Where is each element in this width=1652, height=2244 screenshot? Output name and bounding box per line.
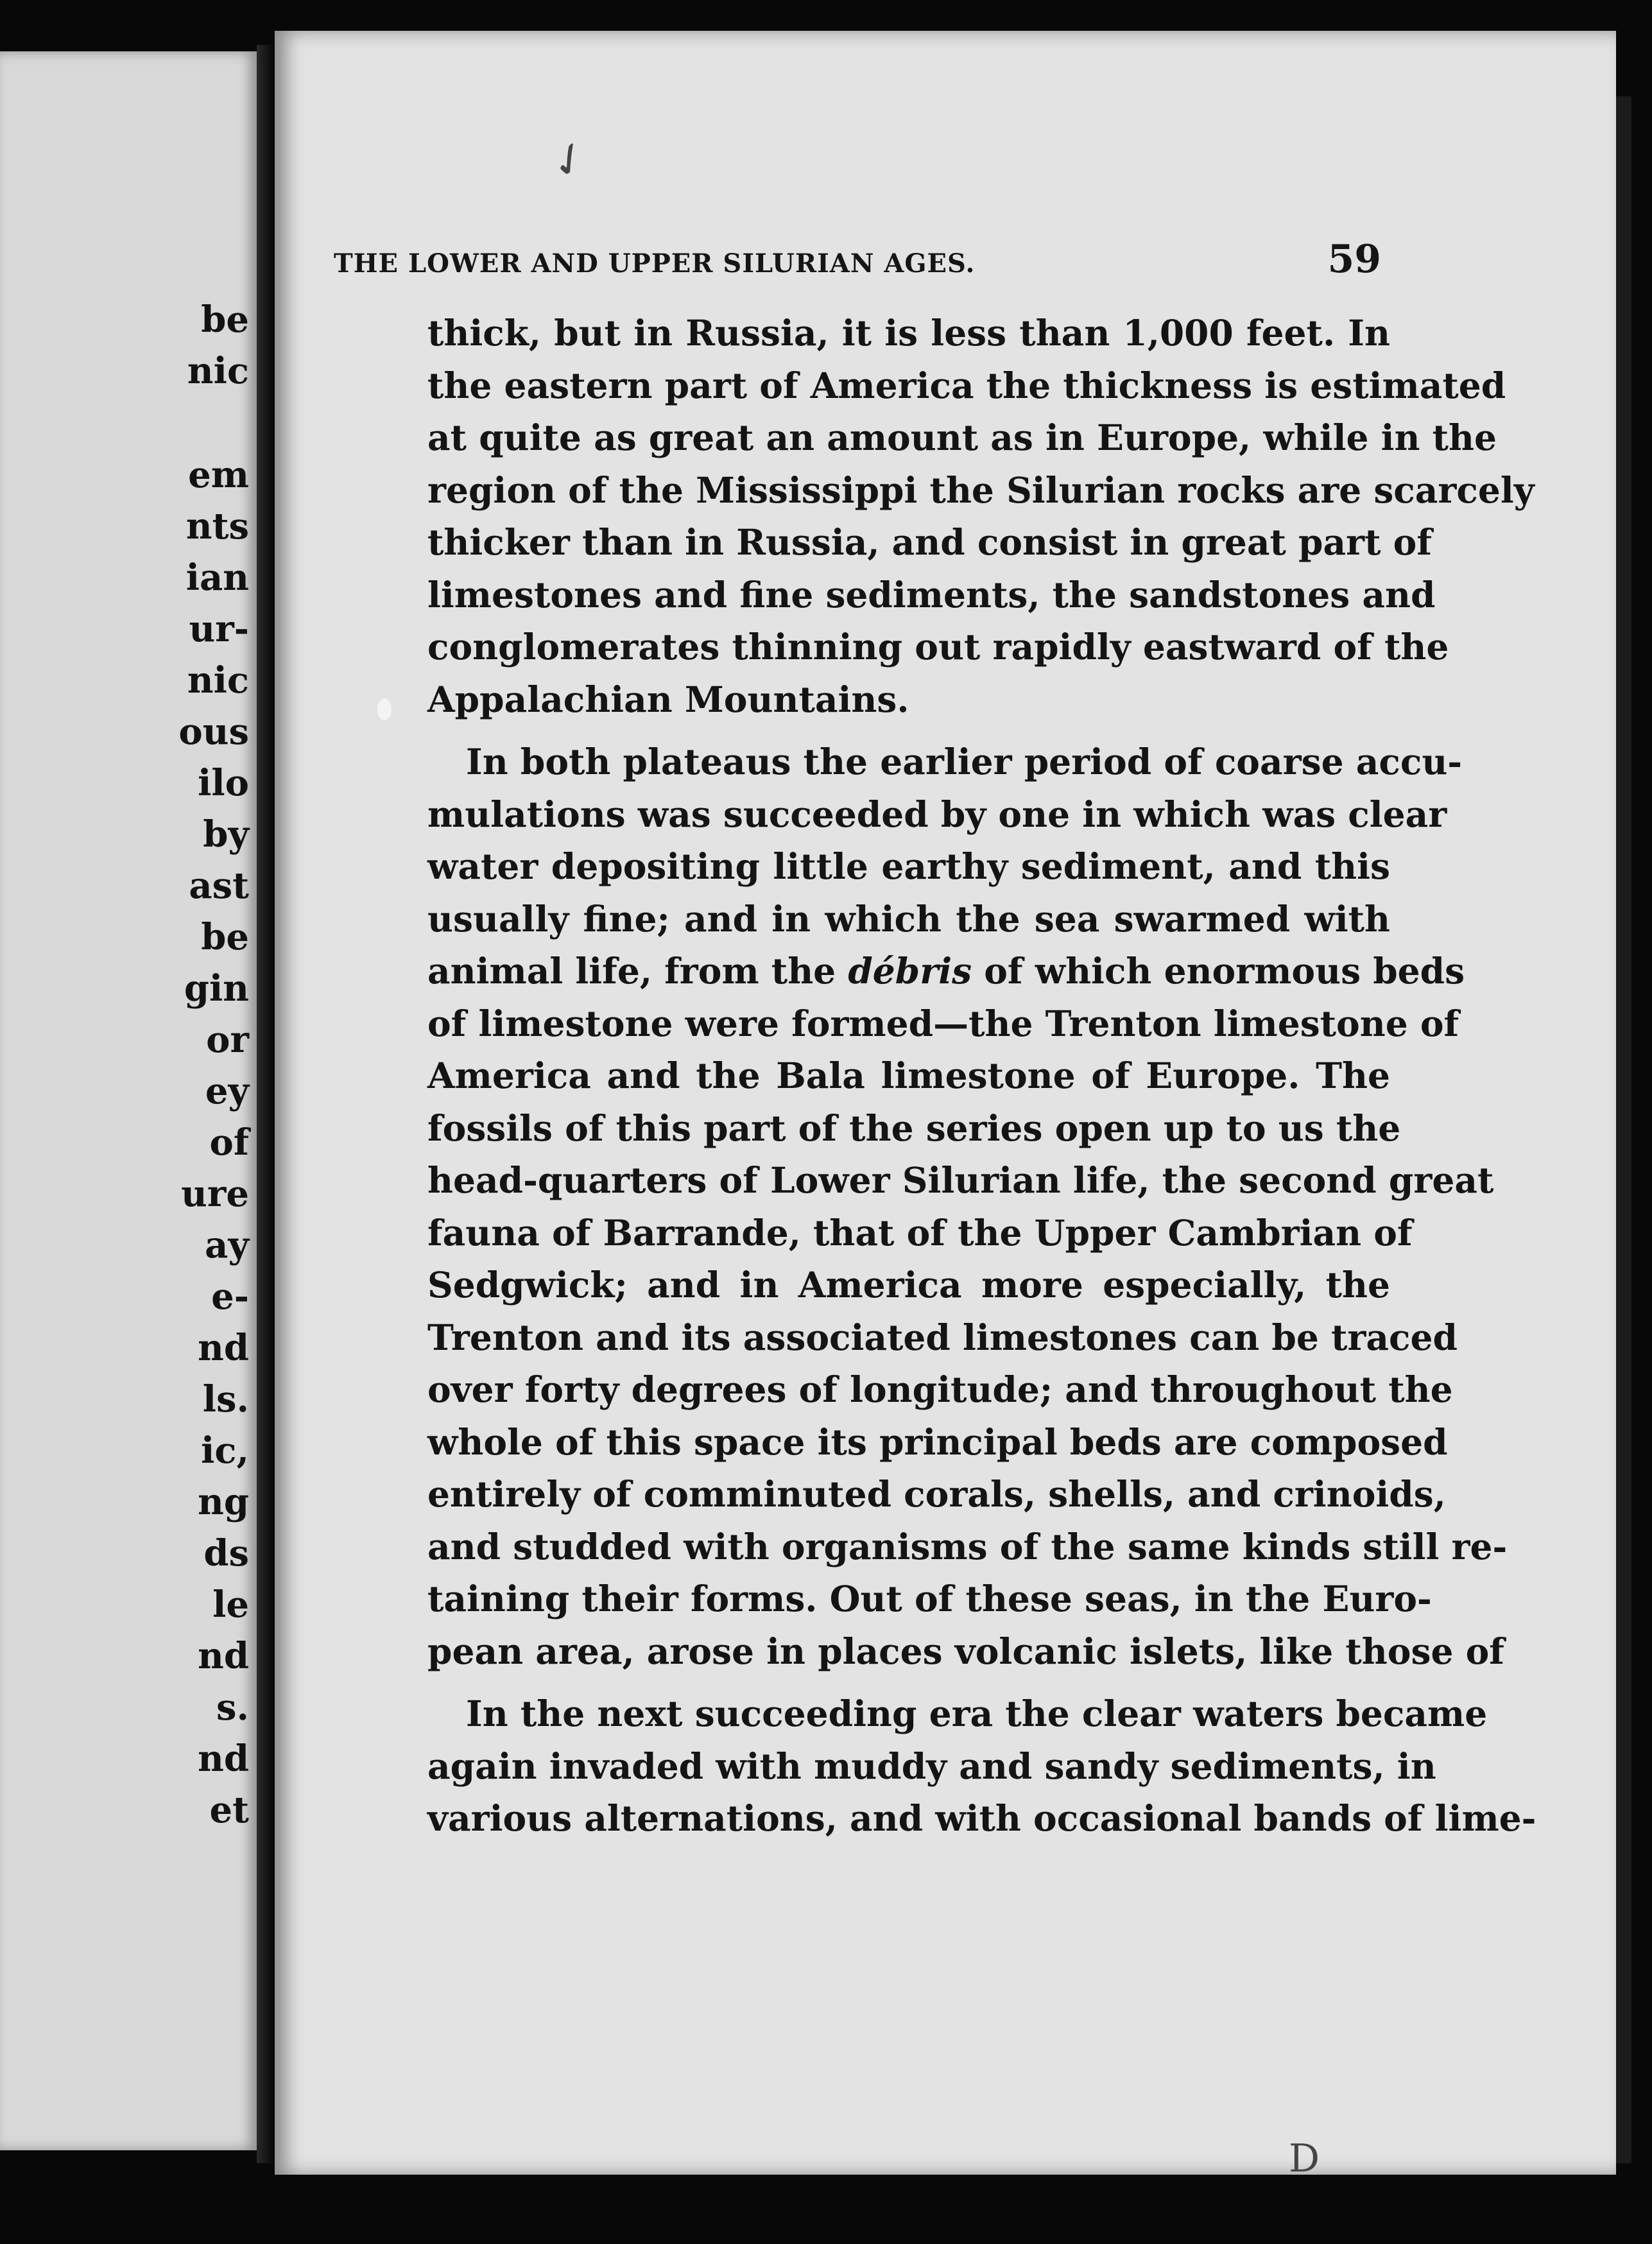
scan-mark: ✓: [540, 127, 599, 193]
left-fragment: e-: [211, 1275, 249, 1318]
left-fragment: nd: [198, 1635, 249, 1677]
text-line: America and the Bala limestone of Europe. The: [427, 1055, 1390, 1096]
running-head: [334, 219, 1381, 296]
text-line: limestones and fine sediments, the sandstones and: [427, 573, 1436, 616]
text-line-with-italic: [427, 945, 1465, 997]
book-gutter: [257, 45, 275, 2163]
text-line: In both plateaus the earlier period of coarse accu-: [466, 741, 1463, 782]
left-fragment: ey: [205, 1070, 249, 1112]
text-line: the eastern part of America the thickness is estimated: [427, 364, 1506, 406]
left-fragment: le: [212, 1584, 249, 1626]
text-line: thicker than in Russia, and consist in great part of: [427, 521, 1433, 563]
text-line: fauna of Barrande, that of the Upper Cambrian of: [427, 1211, 1413, 1254]
text-line: at quite as great an amount as in Europe, while in the: [427, 417, 1497, 458]
left-fragment: ast: [189, 865, 249, 907]
text-line: Trenton and its associated limestones can be traced: [427, 1316, 1458, 1358]
left-fragment: nd: [198, 1327, 249, 1369]
text-line: and studded with organisms of the same kinds still re-: [427, 1525, 1508, 1567]
left-fragment: ure: [181, 1173, 249, 1215]
page-number: 59: [1327, 237, 1381, 282]
left-fragment: s.: [216, 1686, 249, 1729]
text-line: various alternations, and with occasional bands of lime-: [427, 1797, 1536, 1839]
body-text: [427, 307, 1536, 1845]
left-fragment: by: [203, 813, 249, 856]
text-line: fossils of this part of the series open up to us the: [427, 1107, 1401, 1149]
text-line: taining their forms. Out of these seas, in the Euro-: [427, 1578, 1432, 1619]
text-line: over forty degrees of longitude; and throughout the: [427, 1368, 1453, 1410]
text-line: entirely of comminuted corals, shells, and crinoids,: [427, 1473, 1446, 1515]
text-line: Sedgwick; and in America more especially, the: [427, 1264, 1390, 1306]
left-fragment: be: [201, 916, 249, 958]
left-fragment: ian: [185, 557, 249, 599]
running-head-title: THE LOWER AND UPPER SILURIAN AGES.: [334, 248, 976, 279]
text-line: conglomerates thinning out rapidly eastward of the: [427, 626, 1449, 668]
scan-mark: D: [1289, 2136, 1320, 2175]
left-fragment: nts: [185, 505, 249, 548]
left-fragment: nic: [187, 659, 249, 702]
left-fragment: ur-: [189, 608, 249, 650]
left-fragment: ilo: [198, 762, 249, 804]
text-line: whole of this space its principal beds are composed: [427, 1420, 1448, 1463]
left-fragment: ay: [205, 1224, 249, 1266]
left-fragment: of: [209, 1121, 249, 1164]
left-fragment: ds: [203, 1532, 249, 1575]
left-fragment: ous: [178, 711, 249, 753]
left-fragment: nic: [187, 350, 249, 392]
left-fragment: ls.: [202, 1378, 249, 1420]
text-line: again invaded with muddy and sandy sediments, in: [427, 1745, 1436, 1787]
text-line: of limestone were formed—the Trenton limestone of: [427, 1002, 1459, 1044]
left-page-fragment: [0, 51, 257, 2150]
left-fragment: nd: [198, 1738, 249, 1780]
left-fragment: or: [206, 1019, 249, 1061]
text-line: usually fine; and in which the sea swarmed with: [427, 897, 1390, 940]
left-fragment: be: [201, 298, 249, 341]
italic-word: débris: [848, 950, 972, 992]
text-line: pean area, arose in places volcanic islets, like those of: [427, 1630, 1504, 1672]
text-line: water depositing little earthy sediment, and this: [427, 845, 1390, 887]
text-line: mulations was succeeded by one in which was clear: [427, 793, 1447, 835]
text-line: thick, but in Russia, it is less than 1,000 feet. In: [427, 312, 1390, 354]
text-line: Appalachian Mountains.: [427, 678, 909, 720]
text-segment: animal life, from the: [427, 950, 848, 992]
page-edge: [1616, 96, 1631, 2163]
left-fragment: et: [209, 1789, 249, 1831]
text-line: In the next succeeding era the clear waters became: [466, 1693, 1488, 1734]
text-segment: of which enormous beds: [972, 950, 1465, 992]
left-fragment: gin: [184, 967, 249, 1010]
text-line: head-quarters of Lower Silurian life, the second great: [427, 1159, 1494, 1201]
left-fragment: ic,: [201, 1429, 249, 1472]
text-line: region of the Mississippi the Silurian rocks are scarcely: [427, 469, 1535, 511]
scan-speck: [377, 698, 391, 720]
left-fragment: ng: [198, 1481, 249, 1523]
left-fragment: em: [188, 454, 249, 496]
